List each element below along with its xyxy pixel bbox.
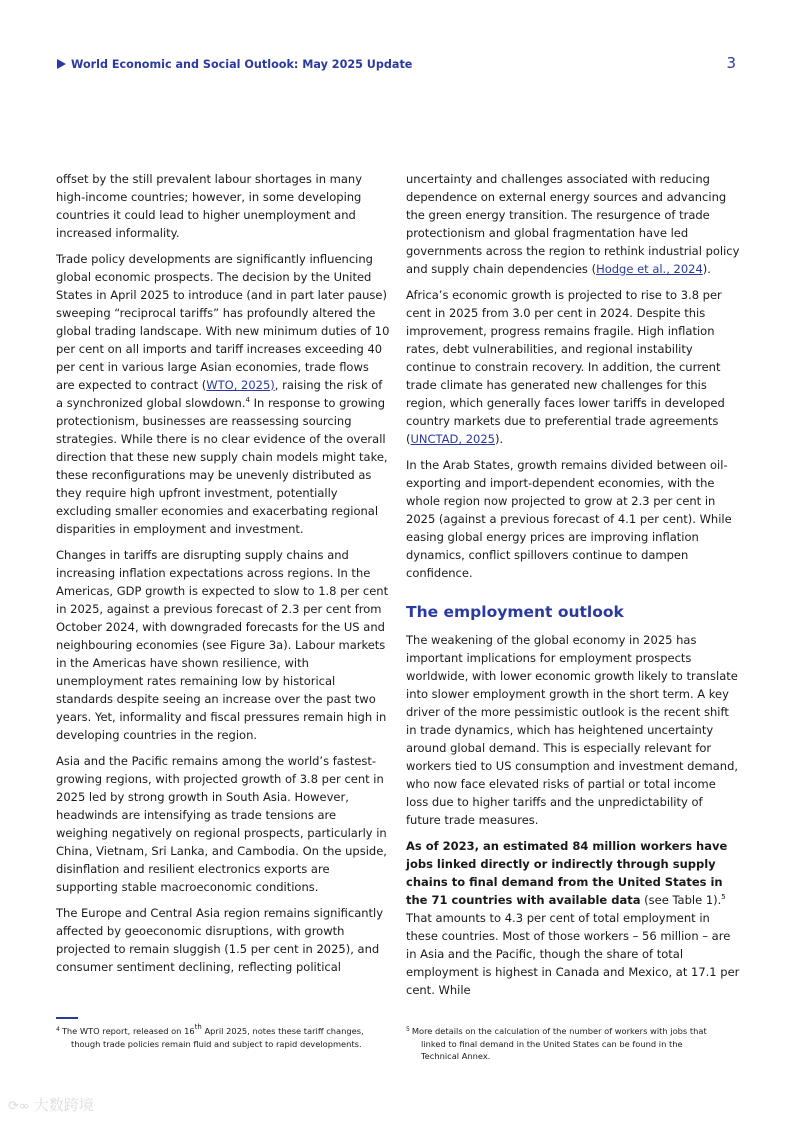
header-title [57,58,412,71]
section-heading: The employment outlook [406,603,624,621]
footnote-4 [56,1024,386,1050]
header-title-text: World Economic and Social Outlook: May 2025 Update [71,58,413,71]
paragraph-text: ). [702,262,711,276]
left-column [56,170,391,984]
footnote-ref-5[interactable]: 5 [721,893,726,901]
paragraph-text: Trade policy developments are significantly influencing global economic prospects. The decision by the United States in April 2025 to introduce (and in part later pause) sweeping “reciprocal tariffs” has profoundly altered the global trading landscape. With new minimum duties of 10 per cent on all imports and tariff increases exceeding 40 per cent in various large Asian economies, trade flows are expected to contract ( [56,252,390,392]
paragraph [406,170,740,278]
watermark-text: 大数跨境 [33,1096,94,1114]
paragraph-text: That amounts to 4.3 per cent of total employment in these countries. Most of those workers – 56 million – are in Asia and the Pacific, though the share of total employment is highest in Canada and Mexico, at 17.1 per cent. While [406,911,740,997]
footnote-5 [406,1024,736,1063]
paragraph: The Europe and Central Asia region remains significantly affected by geoeconomic disruptions, with growth projected to remain sluggish (1.5 per cent in 2025), and consumer sentiment declining, reflecting political [56,906,384,974]
bold-key-finding: As of 2023, an estimated 84 million workers have jobs linked directly or indirectly through supply chains to final demand from the United States in the 71 countries with available data [406,839,728,907]
paragraph-text: uncertainty and challenges associated with reducing dependence on external energy sources and advancing the green energy transition. The resurgence of trade protectionism and global fragmentation have led governments across the region to rethink industrial policy and supply chain dependencies ( [406,172,740,276]
ordinal-suffix: th [194,1023,202,1031]
watermark [8,1094,94,1115]
paragraph-text: In response to growing protectionism, businesses are reassessing sourcing strategies. While there is no clear evidence of the overall direction that these new supply chain models might take, these reconfigurations may be unevenly distributed as they require high upfront investment, potentially excluding smaller economies and exacerbating regional disparities in employment and investment. [56,396,388,536]
footnote-text: The WTO report, released on 16 [61,1026,195,1036]
paragraph: In the Arab States, growth remains divided between oil-exporting and import-dependent economies, with the whole region now projected to grow at 2.3 per cent in 2025 (against a previous forecast of 4.1 per cent). While easing global energy prices are improving inflation dynamics, conflict spillovers continue to dampen confidence. [406,458,732,580]
paragraph: offset by the still prevalent labour shortages in many high-income countries; however, in some developing countries it could lead to higher unemployment and increased informality. [56,172,363,240]
footnote-number: 4 [56,1026,60,1033]
paragraph-text: (see Table 1). [640,893,722,907]
paragraph-text: Africa’s economic growth is projected to rise to 3.8 per cent in 2025 from 3.0 per cent in 2024. Despite this improvement, progress remains fragile. High inflation rates, debt vulnerabilities, and regional instability continue to constrain recovery. In addition, the current trade climate has generated new challenges for this region, which generally faces lower tariffs in developed country markets due to preferential trade agreements ( [406,288,725,446]
paragraph-text: ). [494,432,504,446]
page-number: 3 [726,54,736,72]
footnote-text: Technical Annex. [421,1051,491,1061]
paragraph: Changes in tariffs are disrupting supply chains and increasing inflation expectations across regions. In the Americas, GDP growth is expected to slow to 1.8 per cent in 2025, against a previous forecast of 2.3 per cent from October 2024, with downgraded forecasts for the US and neighbouring economies (see Figure 3a). Labour markets in the Americas have shown resilience, with unemployment rates remaining low by historical standards despite seeing an increase over the past two years. Yet, informality and fiscal pressures remain high in developing countries in the region. [56,548,389,742]
paragraph: The weakening of the global economy in 2025 has important implications for employment prospects worldwide, with lower economic growth likely to translate into slower employment growth in the short term. A key driver of the more pessimistic outlook is the recent shift in trade dynamics, which has heightened uncertainty around global demand. This is especially relevant for workers tied to US consumption and investment demand, who now face elevated risks of partial or total income loss due to higher tariffs and the unpredictability of future trade measures. [406,633,739,827]
footnote-ref-4[interactable]: 4 [245,396,250,404]
paragraph-text: , raising the risk of a synchronized global slowdown. [56,378,383,410]
footnote-text: though trade policies remain fluid and subject to rapid developments. [71,1038,362,1049]
footnote-text: linked to final demand in the United States can be found in the [421,1038,683,1049]
citation-link-unctad-2025[interactable]: UNCTAD, 2025 [410,432,495,446]
play-triangle-icon [57,59,66,69]
footnote-divider [56,1017,78,1019]
citation-link-hodge-2024[interactable]: Hodge et al., 2024 [596,262,703,276]
paragraph [406,837,740,999]
paragraph [56,250,391,538]
paragraph [406,286,740,448]
watermark-logo-icon: ⟳∞ [8,1099,30,1114]
citation-link-wto-2025[interactable]: WTO, 2025) [206,378,275,392]
right-column [406,170,740,1007]
footnote-number: 5 [406,1026,410,1033]
paragraph: Asia and the Pacific remains among the world’s fastest-growing regions, with projected growth of 3.8 per cent in 2025 led by strong growth in South Asia. However, headwinds are intensifying as trade tensions are weighing negatively on regional prospects, particularly in China, Vietnam, Sri Lanka, and Cambodia. On the upside, disinflation and resilient electronics exports are supporting stable macroeconomic conditions. [56,754,387,894]
running-header [57,54,739,77]
footnote-text: April 2025, notes these tariff changes, [201,1026,364,1036]
footnote-text: More details on the calculation of the number of workers with jobs that [411,1026,707,1036]
